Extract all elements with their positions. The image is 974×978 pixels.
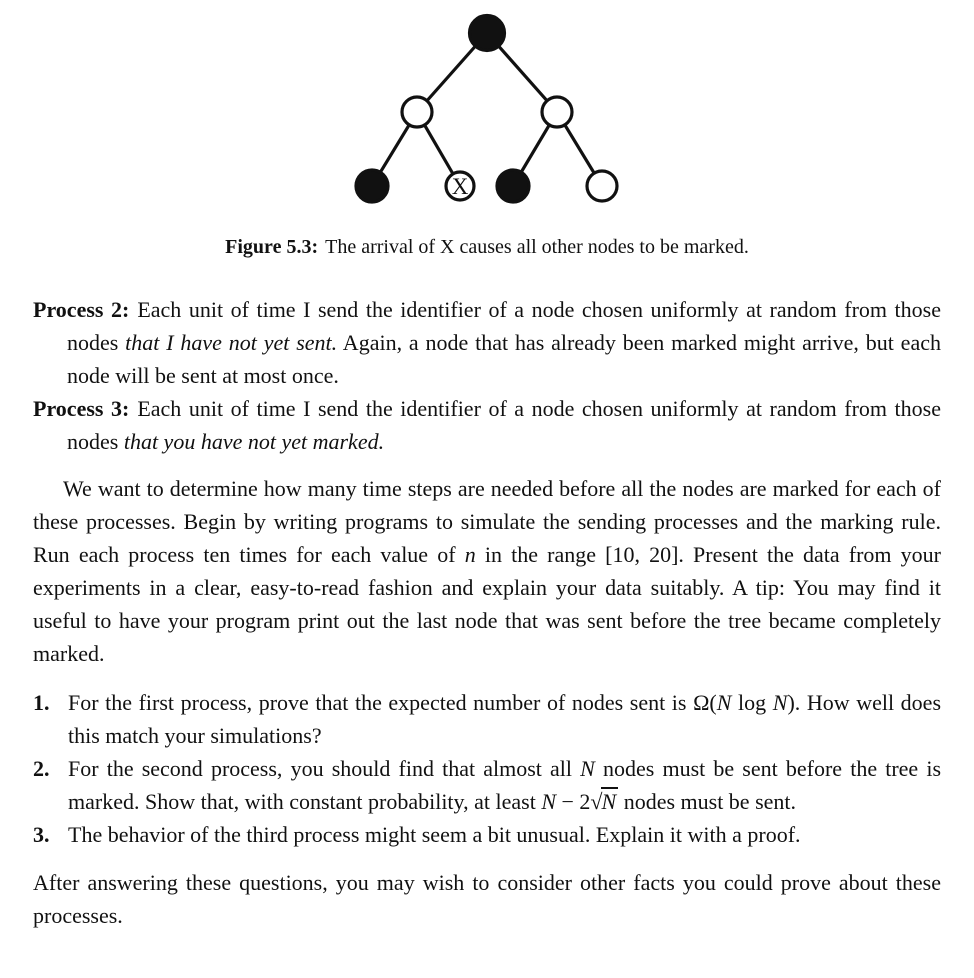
intro-paragraph <box>33 472 941 670</box>
binary-tree-diagram <box>0 0 974 215</box>
tree-node-rr-unmarked <box>587 171 617 201</box>
math-var-N: N <box>580 756 595 781</box>
process-3-label: Process 3: <box>33 396 130 421</box>
question-1-text-2: How well does this match your simulations? <box>68 690 942 748</box>
math-var-N: N <box>772 690 788 715</box>
question-3-number: 3. <box>33 822 50 847</box>
tree-node-label-X: X <box>451 173 469 199</box>
question-3 <box>33 818 941 851</box>
question-2 <box>33 752 941 818</box>
tree-node-l-unmarked <box>402 97 432 127</box>
tree-node-rl-marked <box>497 170 529 202</box>
closing-paragraph: After answering these questions, you may wish to consider other facts you could prove about these processes. <box>33 870 941 928</box>
question-2-text-1: For the second process, you should find that almost all <box>68 756 581 781</box>
process-3-text-1: Each unit of time I send the identifier of a node chosen uniformly at random from those nodes <box>67 396 941 454</box>
math-log: log <box>731 690 773 715</box>
question-2-text-3: nodes must be sent. <box>618 789 797 814</box>
math-radical-sign: √ <box>590 789 601 814</box>
process-3-italic: that you have not yet marked. <box>123 429 385 454</box>
intro-text-2: in the range [10, 20]. Present the data from your experiments in a clear, easy-to-read fashion and explain your data suitably. A tip: You may find it useful to have your program print out the last node that was sent before the tree became completely marked. <box>33 542 942 666</box>
question-2-text-2: nodes must be sent before the tree is marked. Show that, with constant probability, at least <box>68 756 941 814</box>
math-radicand-N: N <box>601 789 617 814</box>
tree-node-r-unmarked <box>542 97 572 127</box>
math-var-n: n <box>464 542 476 567</box>
question-3-text: The behavior of the third process might seem a bit unusual. Explain it with a proof. <box>68 822 801 847</box>
figure-caption-label: Figure 5.3: <box>225 236 319 258</box>
question-1 <box>33 686 941 752</box>
body-text <box>33 293 941 932</box>
process-2-paragraph <box>33 293 941 392</box>
figure-caption-text: The arrival of X causes all other nodes to be marked. <box>325 236 749 258</box>
figure-5-3 <box>0 0 974 261</box>
tree-node-ll-marked <box>356 170 388 202</box>
process-2-italic: that I have not yet sent. <box>125 330 338 355</box>
math-minus-2: − 2 <box>556 789 591 814</box>
figure-caption <box>0 233 974 261</box>
intro-text-1: We want to determine how many time steps are needed before all the nodes are marked for each of these processes. Begin by writing programs to simulate the sending processes and the marking rule. Run each process ten times for each value of <box>33 476 941 567</box>
math-omega-close: ). <box>787 690 801 715</box>
process-2-text-2: Again, a node that has already been marked might arrive, but each node will be sent at most once. <box>67 330 941 388</box>
question-1-number: 1. <box>33 690 50 715</box>
question-1-text-1: For the first process, prove that the expected number of nodes sent is <box>68 690 694 715</box>
math-var-N: N <box>716 690 732 715</box>
tree-node-root-marked <box>470 16 505 51</box>
question-2-number: 2. <box>33 756 50 781</box>
process-3-paragraph <box>33 392 941 458</box>
math-omega-open: Ω( <box>693 690 717 715</box>
process-2-text-1: Each unit of time I send the identifier of a node chosen uniformly at random from those nodes <box>67 297 941 355</box>
process-2-label: Process 2: <box>33 297 130 322</box>
process-definitions <box>33 293 941 458</box>
question-list <box>33 686 941 851</box>
math-var-N: N <box>541 789 556 814</box>
